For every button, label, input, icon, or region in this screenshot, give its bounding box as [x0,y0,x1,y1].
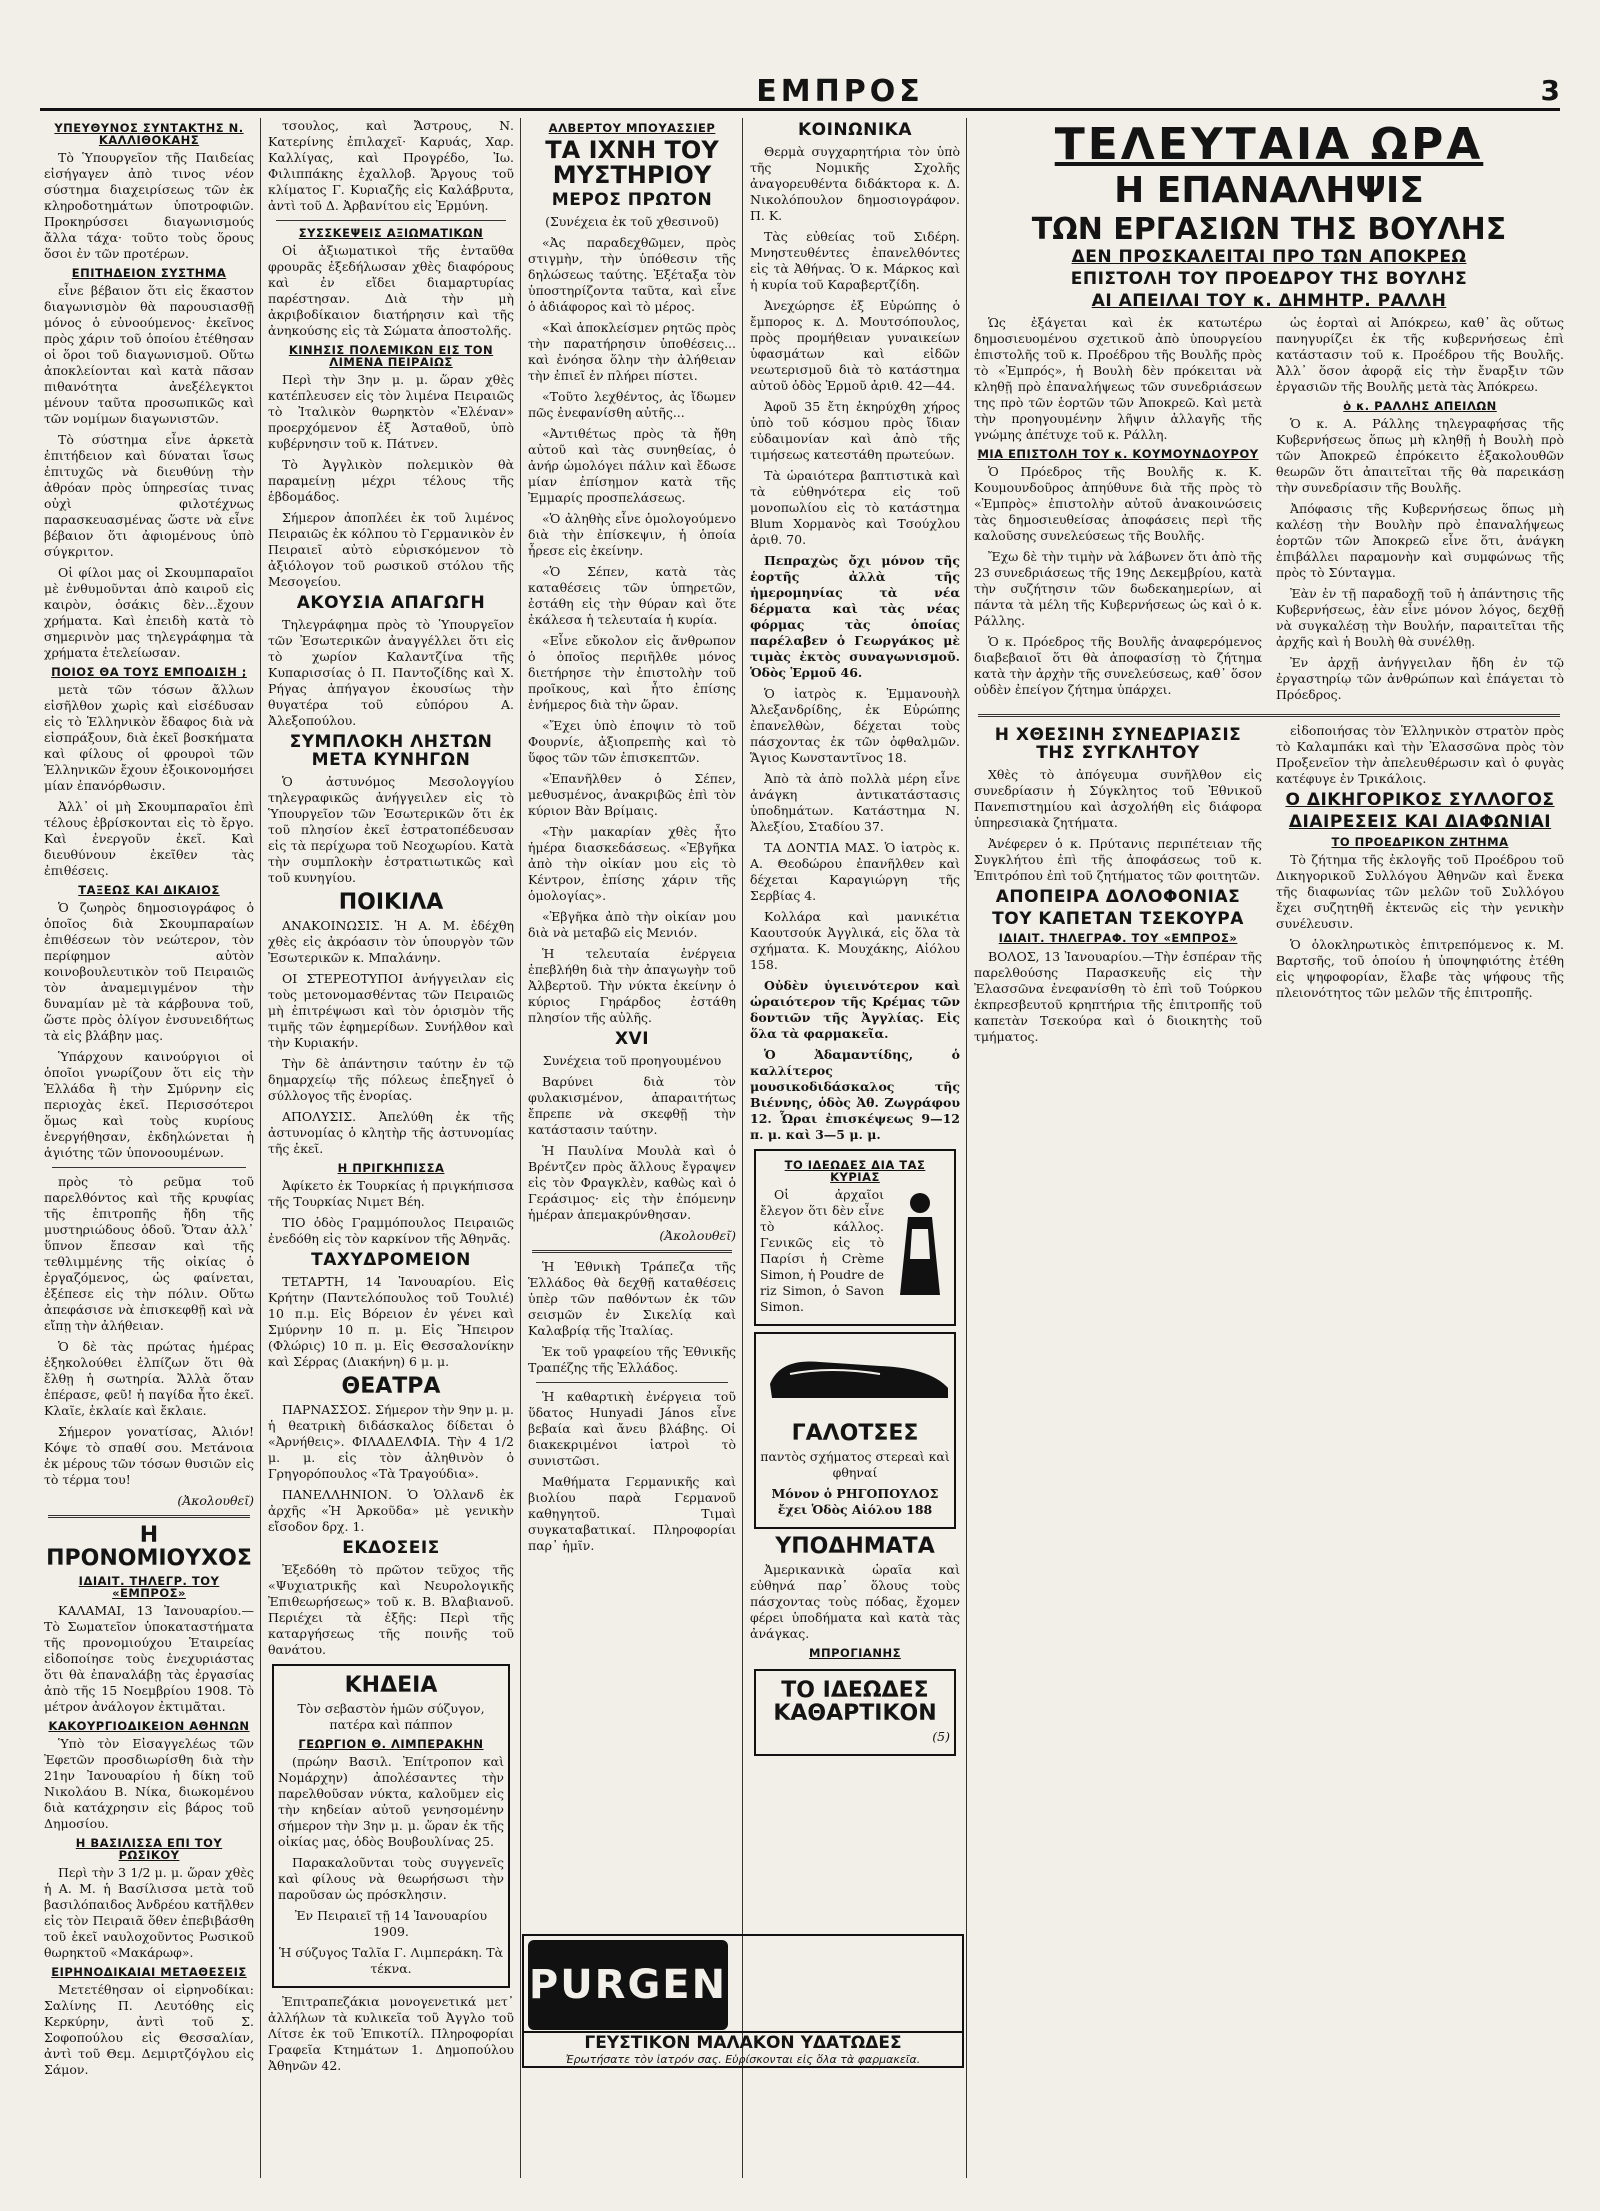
notice-text: Ἐκ τοῦ γραφείου τῆς Ἐθνικῆς Τραπέζης τῆς Ἑλλάδος. [528,1344,736,1376]
social-note: Οὐδὲν ὑγιεινότερον καὶ ὡραιότερον τῆς Κρέμας τῶν δοντιῶν τῆς Ἀγγλίας. Εἰς ὅλα τὰ φαρμακεῖα. [750,977,960,1041]
article-heading: ΤΟΥ ΚΑΠΕΤΑΝ ΤΣΕΚΟΥΡΑ [992,908,1244,929]
social-note: Ἀνεχώρησε ἐξ Εὐρώπης ὁ ἔμπορος κ. Δ. Μουτσόπουλος, πρὸς προμήθειαν γυναικείων ὑφασμάτων καὶ εἰδῶν νεωτερισμοῦ διὰ τὸ κατάστημα αὐτοῦ ὁδὸς Ἑρμοῦ ἀριθ. 42—44. [750,297,960,393]
ad-heading: ΓΑΛΟΤΣΕΣ [791,1420,919,1446]
article-text: Βαρύνει διὰ τὸν φυλακισμένον, ἀπαραιτήτως ἔπρεπε νὰ σκεφθῇ τὴν κατάστασιν ταύτην. [528,1074,736,1138]
obituary-place: Ἐν Πειραιεῖ τῇ 14 Ἰανουαρίου 1909. [294,1907,488,1939]
ad-text: Ἡ καθαρτικὴ ἐνέργεια τοῦ ὕδατος Hunyadi János εἶνε βεβαία καὶ ἄνευ βλάβης. Οἱ διακεκριμένοι ἰατροὶ τὸ συνιστῶσι. [528,1389,736,1469]
divider [536,1382,728,1383]
article-text: μετὰ τῶν τόσων ἄλλων εἰσῆλθον χωρὶς καὶ εἰσέδυσαν εἰς τὸ Ἑλληνικὸν ἔδαφος διὰ νὰ εἰσπράξουν, διὰ ἐκεῖ βοσκήματα καὶ φίλους οἱ φρουροὶ τῶν Ἑλληνικῶν ἔχουν ἐξοικονομήσει μίαν ἐπανόρθωσιν. [44,682,254,794]
article-text: Ὁ ἀστυνόμος Μεσολογγίου τηλεγραφικῶς ἀνήγγειλεν εἰς τὸ Ὑπουργεῖον τῶν Ἐσωτερικῶν ὅτι ἐκ τοῦ πλησίον ἐκεῖ ἐστρατοπέδευσαν εἰς τὰ περίχωρα τοῦ Νεοχωρίου. Κατὰ τὴν συμπλοκὴν ἐστρατιωτικῶς καὶ τοῦ κυνηγίου. [268,773,514,885]
article-text: ΒΟΛΟΣ, 13 Ἰανουαρίου.—Τὴν ἑσπέραν τῆς παρελθούσης Παρασκευῆς εἰς τὴν Ἐλασσῶνα ἐνεφανίσθη τὸ ἐπὶ τοῦ Τούρκου ἐκπρεσβευτοῦ κρηπτήρια τῆς ἐπιτροπῆς τοῦ καπετὰν Τσεκούρα καὶ ὁ διοικητὴς τοῦ τμήματος. [974,948,1262,1044]
social-note: Ἀφοῦ 35 ἔτη ἐκηρύχθη χήρος ὑπὸ τοῦ κόσμου πρὸς ἴδιαν εὐδαιμονίαν καὶ ἀπὸ τῆς τιμήσεως κατεστάθη πρωτεύων. [750,398,960,462]
column-5 [974,118,1564,2168]
article-text: ΚΑΛΑΜΑΙ, 13 Ἰανουαρίου.—Τὸ Σωματεῖον ὑποκαταστήματα τῆς προνομιούχου Ἑταιρείας εἰδοποίησε τοὺς ἐνεχυριάστας ὅτι θὰ ἐπαναλάβῃ τὰς ἐργασίας ἀπὸ τῆς 15 Νοεμβρίου 1908. Τὸ μέτρον ἀνάλογον ἐκτιμᾶται. [44,1602,254,1714]
lower-col-right [1276,723,1564,1049]
headline-main: Η ΕΠΑΝΑΛΗΨΙΣ [1114,170,1424,212]
article-text: Ὑπάρχουν καινούργιοι οἱ ὁποῖοι γνωρίζουν ὅτι εἰς τὴν Ἑλλάδα ἢ τὴν Σμύρνην εἰς περιοχὰς ἐκεῖ. Περισσότεροι ὅμως καὶ τοὺς κυρίους ἐνεργήθησαν, ἐκδηλώνεται ἡ ἁγιότης τῶν ὑπονοουμένων. [44,1049,254,1161]
article-text: Ἀλλ᾽ οἱ μὴ Σκουμπαραῖοι ἐπὶ τέλους ἐβρίσκονται εἰς τὸ ἔργο. Καὶ ἐνεργοῦν ἐκεῖ. Καὶ διευθύνουν ἐκεῖθεν τὰς ἐπιθέσεις. [44,799,254,879]
article-text: ΑΠΟΛΥΣΙΣ. Ἀπελύθη ἐκ τῆς ἀστυνομίας ὁ κλητὴρ τῆς ἀστυνομίας τῆς ἐκεῖ. [268,1108,514,1156]
ad-heading: ΤΟ ΙΔΕΩΔΕΣ ΔΙΑ ΤΑΣ ΚΥΡΙΑΣ [784,1157,926,1184]
social-note: Τὰς εὐθείας τοῦ Σιδέρη. Μνηστευθέντες ἐπανελθόντες εἰς τὰ Ἀθήνας. Ὁ κ. Μάρκος καὶ ἡ κυρία τοῦ Καραβερτζίδη. [750,228,960,292]
article-text: «Ἀς παραδεχθῶμεν, πρὸς στιγμὴν, τὴν ὑπόθεσιν τῆς δηλώσεως ταύτης. Ἐξέταξα τὸν ὑποστηρίζοντα ταῦτα, καὶ εἶνε ὁ ἀδιάφορος καὶ τὸ μέρος. [528,235,736,315]
notice-text: Ἡ Ἐθνικὴ Τράπεζα τῆς Ἑλλάδος θὰ δεχθῇ καταθέσεις ὑπὲρ τῶν παθόντων ἐκ τῶν σεισμῶν ἐν Σικελίᾳ καὶ Καλαβρίᾳ τῆς Ἰταλίας. [528,1259,736,1339]
article-text: «Εἶνε εὔκολον εἰς ἄνθρωπον ὁ ὁποῖος περιῆλθε μόνος διετήρησε τὴν ἐπιστολὴν τοῦ προῖκους, καὶ ἦτο ἐπίσης ἐνήμερος διὰ τὴν ὥραν. [528,633,736,713]
article-text: Ἡ τελευταία ἐνέργεια ἐπεβλήθη διὰ τὴν ἀπαγωγὴν τοῦ Ἀλβερτοῦ. Τὴν νύκτα ἐκείνην ὁ κύριος Γηράρδος ἐστάθη πλησίον τῆς αὐλῆς. [528,946,736,1026]
article-text: «Ἐβγῆκα ἀπὸ τὴν οἰκίαν μου διὰ νὰ μεταβῶ εἰς Μενιόν. [528,909,736,941]
article-text: ΠΑΡΝΑΣΣΟΣ. Σήμερον τὴν 9ην μ. μ. ἡ θεατρικὴ διδάσκαλος δίδεται ὁ «Ἀρνήθεις». ΦΙΛΑΔΕΛΦΙΑ. Τὴν 4 1/2 μ. μ. εἰς τὸν ἀληθινὸν ὁ Γρηγορόπουλος «Τὰ Τραγούδια». [268,1401,514,1481]
article-subheading: ΙΔΙΑΙΤ. ΤΗΛΕΓΡ. ΤΟΥ «ΕΜΠΡΟΣ» [78,1573,220,1600]
article-text: Ὡς ἐξάγεται καὶ ἐκ κατωτέρω δημοσιευομένου σχετικοῦ ἀπὸ ὑπουργείου ἐπιστολῆς τοῦ κ. Προέδρου τῆς Βουλῆς πρὸς τὸ «Ἐμπρός», ἡ Βουλὴ δὲν πρόκειται νὰ κληθῇ πρὸ ἐπαναλήψεως τῶν συνεδριάσεων της πρὸ τῶν ἑορτῶν τῶν Ἀποκρεῶ. Καὶ μετὰ τὴν προηγουμένην λῆψιν ἀλλαγῆς τῆς γνώμης ἀπέτυχε τοῦ κ. Ράλλη. [974,315,1262,443]
headline-last-hour: ΤΕΛΕΥΤΑΙΑ ΩΡΑ [1054,119,1484,170]
article-text: Ὁ ὁλοκληρωτικὸς ἐπιτρεπόμενος κ. Μ. Βαρτσῆς, τοῦ ὁποίου ἡ ὑποψηφιότης ἐτέθη εἰς ψηφοφορίαν, ἔλαβε τὰς ψήφους τῆς πλειονότητος τῶν μελῶν τῆς ἐπιτροπῆς. [1276,936,1564,1000]
obituary-text: Τὸν σεβαστὸν ἡμῶν σύζυγον, πατέρα καὶ πάππον [297,1700,485,1732]
article-text: «Τὴν μακαρίαν χθὲς ἦτο ἡμέρα διασκεδάσεως. «Ἐβγῆκα ἀπὸ τὴν οἰκίαν μου εἰς τὸ Κέντρον, ἐπίσης χάριν τῆς ὁμολογίας». [528,824,736,904]
social-note: Τὰ ὡραιότερα βαπτιστικὰ καὶ τὰ εὐθηνότερα εἰς τοῦ μονοπωλίου εἰς τὸ κατάστημα Blum Χορμανὸς καὶ Τσούχλου ἀριθ. 70. [750,467,960,547]
article-text: Τὴν δὲ ἀπάντησιν ταύτην ἐν τῷ δημαρχείῳ τῆς πόλεως ἐπεξηγεῖ ὁ σύλλογος τῆς ἐνορίας. [268,1055,514,1103]
article-text: Τὸ Ὑπουργεῖον τῆς Παιδείας εἰσήγαγεν ἀπὸ τινος νέον σύστημα διαχειρίσεως τῶν ἐκ κληροδοτημάτων ὑποτροφιῶν. Προκηρύσσει διαγωνισμούς ἄλλα τάχα· τοῦτο τοὺς ὅρους ὅσοι ἐν τῶν προτέρων. [44,150,254,262]
laxative-ad [754,1669,956,1756]
article-heading: ΤΑΧΥΔΡΟΜΕΙΟΝ [311,1249,471,1270]
obituary-text: (πρώην Βασιλ. Ἐπίτροπον καὶ Νομάρχην) ἀπολέσαντες τὴν παρελθοῦσαν νύκτα, καλοῦμεν εἰς τὴν κηδείαν αὐτοῦ γενησομένην σήμερον τὴν 3ην μ. μ. ὥραν ἐκ τῆς οἰκίας μας, ὁδὸς Βουβουλίνας 25. [278,1753,504,1849]
article-text: «Ὁ ἀληθὴς εἶνε ὁμολογούμενο διὰ τὴν ἐπίσκεψιν, ἡ ὁποία ἦρεσε εἰς ἐκείνην. [528,511,736,559]
page-number: 3 [1540,74,1560,107]
article-heading: Η ΠΡΙΓΚΗΠΙΣΣΑ [337,1160,445,1175]
ad-text: Οἱ ἀρχαῖοι ἔλεγον ὅτι δὲν εἶνε τὸ κάλλος. Γενικῶς εἰς τὸ Παρίσι ἡ Crème Simon, ἡ Poudre de riz Simon, ὁ Savon Simon. [760,1186,884,1314]
article-text: Ἐὰν ἐν τῇ παραδοχῇ τοῦ ἡ ἀπάντησις τῆς Κυβερνήσεως, ἐὰν εἶνε μόνον λόγος, δεχθῇ νὰ συγκαλέσῃ τὴν Βουλήν, παραιτεῖται τῆς ἀρχῆς καὶ ἡ Βουλὴ θὰ συνέλθῃ. [1276,586,1564,650]
column-4 [750,118,960,1928]
divider [978,714,1560,717]
article-text: ΟΙ ΣΤΕΡΕΟΤΥΠΟΙ ἀνήγγειλαν εἰς τοὺς μετονομασθέντας τῶν Πειραιῶς μὴ ἐπιτρέψωσι καὶ τὸν ὁρισμὸν τῆς τιμῆς τῶν ἐφημερίδων. Συνήλθον καὶ τὴν Κυριακήν. [268,970,514,1050]
serial-continuation: (Συνέχεια ἐκ τοῦ χθεσινοῦ) [545,214,719,230]
column-rule [966,118,967,2178]
serial-title: ΤΑ ΙΧΝΗ ΤΟΥ ΜΥΣΤΗΡΙΟΥ [545,136,719,190]
article-text: Σήμερον ἀποπλέει ἐκ τοῦ λιμένος Πειραιῶς ἐκ κόλπου τὸ Γερμανικὸν ἐν Πειραιεῖ αὐτὸ εὑρισκόμενον τὸ ἀξιόλογον τοῦ ρωσικοῦ στόλου τῆς Μεσογείου. [268,510,514,590]
article-text: Ἐν ἀρχῇ ἀνήγγειλαν ἤδη ἐν τῷ ἐργαστηρίῳ τῶν ἀνθρώπων καὶ ἐπάγεται τὸ Πρόεδρος. [1276,655,1564,703]
article-text: Ἐξεδόθη τὸ πρῶτον τεῦχος τῆς «Ψυχιατρικῆς καὶ Νευρολογικῆς Ἐπιθεωρήσεως» τοῦ κ. Β. Βλαβιανοῦ. Περιέχει τὰ ἐξῆς: Περὶ τῆς καταργήσεως τῆς ποινῆς τοῦ θανάτου. [268,1561,514,1657]
article-text: Περὶ τὴν 3ην μ. μ. ὥραν χθὲς κατέπλευσεν εἰς τὸν λιμένα Πειραιῶς τὸ Ἰταλικὸν θωρηκτὸν «Ἐλέναν» προερχόμενον ἐξ Ἀσταθοῦ, ὑπὸ κυβέρνησιν τοῦ κ. Πάτνεν. [268,372,514,452]
article-text: Σήμερον γονατίσας, Ἀλιόν! Κόψε τὸ σπαθί σου. Μετάνοια ἐκ μέρους τῶν τόσων θυσιῶν εἰς τὸ τέρμα του! [44,1424,254,1488]
article-text: «Ὁ Σέπεν, κατὰ τὰς καταθέσεις τῶν ὑπηρετῶν, ἐστάθη εἰς τὴν θύραν καὶ ὅτε ἐκάλεσα ἡ τελευταία ἡ κυρία. [528,564,736,628]
article-text: πρὸς τὸ ρεῦμα τοῦ παρελθόντος καὶ τῆς κρυφίας τῆς ἐπιτροπῆς ἤδη τῆς μυστηριώδους ὁδοῦ. Ὅταν ἀλλ᾽ ὕπνον ἔπεσαν καὶ τῆς τεθλιμμένης τῆς οἰκίας ὁ ἐργαζόμενος, ὡς φαίνεται, ἐξέπεσε εἰς τὴν πόλιν. Οὕτω ἀπεφάσισε νὰ ἐπισκεφθῇ καὶ νὰ εἴπῃ τὴν ἀλήθειαν. [44,1174,254,1334]
obituary-family: Ἡ σύζυγος Ταλῖα Γ. Λιμπεράκη. Τὰ τέκνα. [278,1944,504,1976]
article-heading: ΑΠΟΠΕΙΡΑ ΔΟΛΟΦΟΝΙΑΣ [995,886,1241,907]
article-text: ΑΝΑΚΟΙΝΩΣΙΣ. Ἡ Α. Μ. ἐδέχθη χθὲς εἰς ἀκρόασιν τὸν ὑπουργὸν τῶν Ἐσωτερικῶν κ. Μπαλάνην. [268,917,514,965]
lower-articles [974,723,1564,1049]
article-subheading: ΤΟ ΠΡΟΕΔΡΙΚΟΝ ΖΗΤΗΜΑ [1331,834,1509,849]
article-text: Οἱ φίλοι μας οἱ Σκουμπαραῖοι μὲ ἐνθυμοῦνται ἀπὸ καιροῦ εἰς καιρὸν, ὁσάκις δὲν...ἔχουν χρήματα. Καὶ ἐπειδὴ κατὰ τὸ σημερινὸν μας τηλεγράφημα τὰ χρήματα ἐτελείωσαν. [44,565,254,661]
ad-signature: ΜΠΡΟΓΙΑΝΗΣ [809,1646,901,1661]
article-text: Ὁ Πρόεδρος τῆς Βουλῆς κ. Κ. Κουμουνδοῦρος ἀπηύθυνε διὰ τῆς πρὸς τὸ «Ἐμπρὸς» ἐπιστολὴν αὐτοῦ ἀνακοινώσεις τὰς δημοσιευθείσας ἀποφάσεις περὶ τῆς καλοῦσης συνελεύσεως τῆς Βουλῆς. [974,464,1262,544]
social-note: ΤΑ ΔΟΝΤΙΑ ΜΑΣ. Ὁ ἰατρὸς κ. Α. Θεοδώρου ἐπανῆλθεν καὶ δέχεται Καραγιώργη τῆς Σερβίας 4. [750,839,960,903]
social-note: Πεπραχὼς ὄχι μόνον τῆς ἑορτῆς ἀλλὰ τῆς ἡμερομηνίας τὰ νέα δέρματα καὶ τὰς νέας φόρμας τὰς ὁποίας παρέλαβεν ὁ Γεωργάκος μὲ τιμὰς ἐκτὸς συναγωνισμοῦ. Ὁδὸς Ἑρμοῦ 46. [750,552,960,680]
column-3 [528,118,736,1928]
article-text: Ἔχω δὲ τὴν τιμὴν νὰ λάβωνεν ὅτι ἀπὸ τῆς 23 συνεδριάσεως τῆς 19ης Δεκεμβρίου, κατὰ τὴν συζήτησιν τῶν δωδεκαημερίων, αἱ πάντα τὰ μέλη τῆς Κυβερνήσεως ὡς καὶ ὁ κ. Ράλλης. [974,549,1262,629]
ad-text: Ἀμερικανικὰ ὡραῖα καὶ εὐθηνά παρ᾽ ὅλους τοὺς πάσχοντας τοὺς πόδας, ἔχομεν φέρει ὑποδήματα καὶ κατὰ τὰς ἀνάγκας. [750,1562,960,1642]
social-note: Ὁ Ἀδαμαντίδης, ὁ καλλίτερος μουσικοδιδάσκαλος τῆς Βιέννης, ὁδὸς Ἀθ. Ζωγράφου 12. Ὧραι ἐπισκέψεως 9—12 π. μ. καὶ 3—5 μ. μ. [750,1046,960,1142]
social-note: Ἀπὸ τὰ ἀπὸ πολλὰ μέρη εἶνε ἀνάγκη ἀντικατάστασις ὑποδημάτων. Κατάστημα Ν. Ἀλεξίου, Σταδίου 37. [750,770,960,834]
ad-heading: ΤΟ ΙΔΕΩΔΕΣ ΚΑΘΑΡΤΙΚΟΝ [773,1678,937,1727]
article-heading: ΠΟΙΚΙΛΑ [338,889,444,915]
article-text: Ἀπόφασις τῆς Κυβερνήσεως ὅπως μὴ καλέσῃ τὴν Βουλὴν πρὸ ἐπαναλήψεως ἑορτῶν τῶν Ἀποκρεῶ εἶνε ὅτι, ἀνάγκη ἐπιβάλλει παραμονὴν καὶ συμφώνως τῆς πρὸς τὸ Σύνταγμα. [1276,501,1564,581]
headline-letter: ΕΠΙΣΤΟΛΗ ΤΟΥ ΠΡΟΕΔΡΟΥ ΤΗΣ ΒΟΥΛΗΣ [1070,269,1468,290]
ad-text: Μόνον ὁ ΡΗΓΟΠΟΥΛΟΣ ἔχει Ὁδὸς Αἰόλου 188 [771,1486,939,1518]
shoe-icon [760,1344,960,1408]
article-text: Τὸ Ἀγγλικὸν πολεμικὸν θὰ παραμείνῃ μέχρι τέλους τῆς ἑβδομάδος. [268,457,514,505]
ad-number: (5) [932,1729,950,1745]
headline-sub: ΤΩΝ ΕΡΓΑΣΙΩΝ ΤΗΣ ΒΟΥΛΗΣ [1031,211,1507,247]
article-heading: ΤΑΞΕΩΣ ΚΑΙ ΔΙΚΑΙΟΣ [78,883,220,898]
column-rule [742,118,743,2178]
column-2 [268,118,514,2168]
article-text: Οἱ ἀξιωματικοὶ τῆς ἐνταῦθα φρουρᾶς ἐξεδήλωσαν χθὲς διαφόρους καὶ ἐν εἴδει διαμαρτυρίας παρέστησαν. Διὰ τὴν μὴ ἀκριβοδίκαιον διατήρησιν καὶ τῆς ἀνηκούσης εἰς τὰ Σώματα ἀποστολῆς. [268,243,514,339]
headline-detail: ΔΕΝ ΠΡΟΣΚΑΛΕΙΤΑΙ ΠΡΟ ΤΩΝ ΑΠΟΚΡΕΩ [1071,247,1467,268]
chapter-number: XVI [614,1029,650,1050]
article-text: Ὁ κ. Πρόεδρος τῆς Βουλῆς ἀναφερόμενος διαβεβαιοῖ ὅτι θὰ ἀποφασίσῃ τὸ ζήτημα κατὰ τὴν ἀρχὴν τῆς συνελεύσεως, καθ᾽ ὅσον οὐδὲν ἐπείγον ζήτημα ὑπάρχει. [974,634,1262,698]
deceased-name: ΓΕΩΡΓΙΟΝ Θ. ΛΙΜΠΕΡΑΚΗΝ [298,1736,484,1751]
article-heading: Η ΒΑΣΙΛΙΣΣΑ ΕΠΙ ΤΟΥ ΡΩΣΙΚΟΥ [75,1835,223,1862]
masthead [40,74,1560,111]
obituary-heading: ΚΗΔΕΙΑ [344,1672,438,1698]
article-heading: ΘΕΑΤΡΑ [341,1373,441,1399]
article-text: εἶνε βέβαιον ὅτι εἰς ἕκαστον διαγωνισμὸν θὰ παρουσιασθῇ μόνος ὁ εὐνοούμενος· ἐκεῖνος πρὸς χάριν τοῦ ὁποίου ἐτέθησαν οἱ ὅροι τοῦ διαγωνισμοῦ. Οὕτω ἀποκλείονται καὶ κατὰ πᾶσαν πιθανότητα ἀνεξέλεγκτοι μένουν ταῦτα προσωπικῶς καὶ τῶν νομίμων διαγωνιστῶν. [44,283,254,427]
galoshes-ad [754,1332,956,1529]
divider [532,1250,732,1253]
article-heading: ΕΠΙΤΗΔΕΙΟΝ ΣΥΣΤΗΜΑ [71,266,227,281]
lead-article [974,315,1564,708]
purgen-logo: PURGEN [528,1940,728,2030]
article-text: Ὑπὸ τὸν Εἰσαγγελέως τῶν Ἐφετῶν προσδιωρίσθη διὰ τὴν 21ην Ἰανουαρίου ἡ δίκη τοῦ Νικολάου Β. Νίκα, διωκομένου διὰ κατάχρησιν εἰς βάρος τοῦ Δημοσίου. [44,1735,254,1831]
article-text: ΠΑΝΕΛΛΗΝΙΟΝ. Ὁ Ὁλλανδ ἐκ ἀρχῆς «Ἡ Ἀρκοῦδα» μὲ γενικὴν εἴσοδον δρχ. 1. [268,1486,514,1534]
article-heading: ΕΙΡΗΝΟΔΙΚΑΙΑΙ ΜΕΤΑΘΕΣΕΙΣ [51,1964,247,1979]
obituary-notice [272,1664,510,1988]
article-text: «Ἀντιθέτως πρὸς τὰ ἤθη αὐτοῦ καὶ τὰς συνηθείας, ὁ ἀνήρ ὡμολόγει πάλιν καὶ ἔδωσε μίαν ἐπίσημον κατὰ τῆς Ἐμμαρίς προσπελάσεως. [528,426,736,506]
article-heading: ΣΥΜΠΛΟΚΗ ΛΗΣΤΩΝ ΜΕΤΑ ΚΥΝΗΓΩΝ [289,732,493,770]
divider [48,1515,250,1518]
serial-author: ΑΛΒΕΡΤΟΥ ΜΠΟΥΑΣΣΙΕΡ [548,121,716,135]
purgen-slogan [524,2031,962,2066]
article-heading: ΜΙΑ ΕΠΙΣΤΟΛΗ ΤΟΥ κ. ΚΟΥΜΟΥΝΔΟΥΡΟΥ [977,447,1259,462]
section-heading: ΥΠΕΥΘΥΝΟΣ ΣΥΝΤΑΚΤΗΣ Ν. ΚΑΛΛΙΘΟΚΑΗΣ [54,121,244,148]
article-heading: Η ΧΘΕΣΙΝΗ ΣΥΝΕΔΡΙΑΣΙΣ ΤΗΣ ΣΥΓΚΛΗΤΟΥ [994,725,1242,763]
article-heading: ΚΑΚΟΥΡΓΙΟΔΙΚΕΙΟΝ ΑΘΗΝΩΝ [48,1718,250,1733]
article-heading: ΚΙΝΗΣΙΣ ΠΟΛΕΜΙΚΩΝ ΕΙΣ ΤΟΝ ΛΙΜΕΝΑ ΠΕΙΡΑΙΩΣ [288,343,494,370]
purgen-ad [522,1934,964,2068]
lower-col-left [974,723,1262,1049]
lady-figure-icon [890,1189,950,1299]
column-rule [520,118,521,2178]
divider [276,220,506,221]
lead-col-right [1276,315,1564,708]
article-text: «Ἔχει ὑπὸ ἐποψιν τὸ τοῦ Φουρνίε, ἀξιοπρεπὴς καὶ τὸ ὕφος τῶν τῶν ἐπισκεπτῶν. [528,718,736,766]
article-heading: ΣΥΣΣΚΕΨΕΙΣ ΑΞΙΩΜΑΤΙΚΩΝ [298,226,484,240]
column-rule [260,118,261,2178]
article-text: Μετετέθησαν οἱ εἰρηνοδίκαι: Σαλίνης Π. Λευτόθης εἰς Κερκύρην, ἀντὶ τοῦ Σ. Σοφοπούλου εἰς Θεσσαλίαν, ἀντὶ τοῦ Θεμ. Δεμιρτζόγλου εἰς Σάμον. [44,1981,254,2077]
cosmetics-ad [754,1149,956,1326]
article-subheading: ΙΔΙΑΙΤ. ΤΗΛΕΓΡΑΦ. ΤΟΥ «ΕΜΠΡΟΣ» [998,931,1238,946]
article-heading: ΕΚΔΟΣΕΙΣ [342,1537,440,1558]
divider [52,1167,246,1168]
article-text: «Τοῦτο λεχθέντος, ἀς ἴδωμεν πῶς ἐνεφανίσθη αὐτῆς... [528,389,736,421]
article-text: Ἡ Παυλίνα Μουλὰ καὶ ὁ Βρέντζεν πρὸς ἄλλους ἔγραψεν εἰς τὸν Φραγκλὲν, καθὼς καὶ ὁ Γεράσιμος· εἰς τὴν ἐπόμενην ἡμέραν ἀπεμακρύνθησαν. [528,1143,736,1223]
article-text: Ὁ ζωηρὸς δημοσιογράφος ὁ ὁποῖος διὰ Σκουμπαραίων ἐπιθέσεων τὸν νεώτερον, τὸν περίφημον αὐτὸν κοινοβουλευτικὸν τοῦ Πειραιῶς τὸν ἀναμεμιγμένον τὴν δυναμίαν μὲ τὰ κάρβουνα τοῦ, ὥστε πρὸς ὀλίγον ἐνσυνειδήτως τὰ εἰς βλάβην μας. [44,900,254,1044]
article-text: «Καὶ ἀποκλείσμεν ρητῶς πρὸς τὴν παρατήρησιν ὑποθέσεις... καὶ ἐνόησα ὅλην τὴν ἀλήθειαν τὴν ἐπιεῖ ἐν πλήρει πίστει. [528,320,736,384]
column-1 [44,118,254,2168]
article-text: Περὶ τὴν 3 1/2 μ. μ. ὥραν χθὲς ἡ Α. Μ. ἡ Βασίλισσα μετὰ τοῦ βασιλόπαιδος Ἀνδρέου κατῆλθεν εἰς τὸν Πειραιᾶ ὅθεν ἐπεβιβάσθη τοῦ ἐκεῖ ναυλοχοῦντος Ρωσικοῦ θωρηκτοῦ «Μακάρωφ». [44,1864,254,1960]
article-text: Τηλεγράφημα πρὸς τὸ Ὑπουργεῖον τῶν Ἐσωτερικῶν ἀναγγέλλει ὅτι εἰς τὸ χωρίον Καλαντζίνα τῆς Κυπαρισσίας ὁ Π. Παντοζίδης καὶ Χ. Ρήγας ἀπήγαγον ἐκουσίως τὴν θυγατέρα τοῦ εὐπόρου Α. Ἀλεξοπούλου. [268,617,514,729]
purgen-tagline: ΓΕΥΣΤΙΚΟΝ ΜΑΛΑΚΟΝ ΥΔΑΤΩΔΕΣ [584,2033,902,2053]
article-heading: ΠΟΙΟΣ ΘΑ ΤΟΥΣ ΕΜΠΟΔΙΣΗ ; [51,665,247,680]
article-heading: Ο ΔΙΚΗΓΟΡΙΚΟΣ ΣΥΛΛΟΓΟΣ [1285,790,1555,811]
chapter-subtitle: Συνέχεια τοῦ προηγουμένου [542,1053,722,1069]
purgen-note: Ἐρωτήσατε τὸν ἰατρόν σας. Εὑρίσκονται εἰς ὅλα τὰ φαρμακεῖα. [565,2053,921,2066]
article-heading: ΔΙΑΙΡΕΣΕΙΣ ΚΑΙ ΔΙΑΦΩΝΙΑΙ [1288,811,1552,832]
article-text: Τὸ σύστημα εἶνε ἀρκετὰ ἐπιτήδειον καὶ δύναται ἵσως ἐπιτυχῶς νὰ διευθύνῃ τὴν ἀθρόαν πρὸς ὑπηρεσίας τινας οὐχὶ φιλοτέχνως παρασκευασμένας ὥστε νὰ εἶνε βέβαιον ὅτι ἀφιομένους ὑπὸ σύγκριτον. [44,432,254,560]
article-text: ΤΙΟ ὁδὸς Γραμμόπουλος Πειραιῶς ἐνεδόθη εἰς τὸν καρκίνον τῆς Ἀθηνᾶς. [268,1214,514,1246]
article-heading: Η ΠΡΟΝΟΜΙΟΥΧΟΣ [46,1523,252,1572]
social-note: Ὁ ἰατρὸς κ. Ἐμμανουὴλ Ἀλεξανδρίδης, ἐκ Εὐρώπης ἐπανελθὼν, δέχεται τοὺς πάσχοντας ἐκ τῶν ὀφθαλμῶν. Ἅγιος Κωνσταντῖνος 18. [750,685,960,765]
article-text: «Ἐπανῆλθεν ὁ Σέπεν, μεθυσμένος, ἀνακριβῶς ἐπὶ τὸν κύριον Βὰν Βρίμαις. [528,771,736,819]
lead-col-left [974,315,1262,708]
article-text: Τὸ ζήτημα τῆς ἐκλογῆς τοῦ Προέδρου τοῦ Δικηγορικοῦ Συλλόγου Ἀθηνῶν καὶ ἔνεκα τῆς διαφωνίας τῶν μελῶν τοῦ Συλλόγου ἔχει συζητηθῆ ἐκτενῶς εἰς τὴν γενικὴν συνέλευσιν. [1276,851,1564,931]
article-heading: ΑΚΟΥΣΙΑ ΑΠΑΓΩΓΗ [296,593,486,614]
social-note: Θερμὰ συγχαρητήρια τὸν ὑπὸ τῆς Νομικῆς Σχολῆς ἀναγορευθέντα διδάκτορα κ. Δ. Νικολόπουλον δημοσιογράφον. Π. Κ. [750,143,960,223]
article-text: τσουλος, καὶ Ἄστρους, Ν. Κατερίνης ἐπιλαχεῖ· Καρυάς, Χαρ. Καλλίγας, καὶ Προγρέδο, Ἰω. Φιλιππάκης ἐχαλλοβ. Ἄργους τοῦ κλίματος Γ. Κυριαζῆς εἰς Καλάβρυτα, ἀντὶ τοῦ Δ. Ἀρβανίτου εἰς Ἐρμύνη. [268,118,514,213]
article-text: ΤΕΤΑΡΤΗ, 14 Ἰανουαρίου. Εἰς Κρήτην (Παντελόπουλος τοῦ Τουλιέ) 10 π.μ. Εἰς Βόρειον ἐν γένει καὶ Σμύρνην 10 π. μ. Εἰς Ἤπειρον (Φλώρις) 10 π. μ. Εἰς Θεσσαλονίκην καὶ Σέρρας (Διακήνη) 6 μ. μ. [268,1273,514,1369]
article-text: Ὁ δὲ τὰς πρώτας ἡμέρας ἐξηκολούθει ἐλπίζων ὅτι θὰ ἔλθῃ ἡ σωτηρία. Ἄλλὰ ὅταν ἐπέρασε, φεῦ! ἡ παγίδα ἦτο ἐκεῖ. Κλαῖε, ἐκλαίε καὶ ἔκλαιε. [44,1339,254,1419]
serial-part: ΜΕΡΟΣ ΠΡΩΤΟΝ [551,190,713,211]
headline-threats: ΑΙ ΑΠΕΙΛΑΙ ΤΟΥ κ. ΔΗΜΗΤΡ. ΡΑΛΛΗ [1091,291,1447,312]
continued-note: (Ἀκολουθεῖ) [659,1228,736,1244]
obituary-text: Παρακαλοῦνται τοὺς συγγενεῖς καὶ φίλους νὰ θεωρήσωσι τὴν παροῦσαν ὡς πρόσκλησιν. [278,1854,504,1902]
article-text: ὡς ἑορταὶ αἱ Ἀπόκρεω, καθ᾽ ἃς οὕτως πανηγυρίζει ἐκ τῆς κυβερνήσεως ἐπὶ κατάστασιν τοῦ κ. Προέδρου τῆς Βουλῆς. Ἀλλ᾽ ὅσον ἀφορᾷ εἰς τὴν ἔναρξιν τῶν ἐργασιῶν τῆς Βουλῆς μετὰ τὰς Ἀπόκρεω. [1276,315,1564,395]
article-heading: ὁ κ. ΡΑΛΛΗΣ ΑΠΕΙΛΩΝ [1343,399,1497,414]
article-text: Χθὲς τὸ ἀπόγευμα συνῆλθον εἰς συνεδρίασιν ἡ Σύγκλητος τοῦ Ἐθνικοῦ Πανεπιστημίου καὶ ἀσχολήθη εἰς διάφορα ὑπηρεσιακὰ ζητήματα. [974,766,1262,830]
social-note: Κολλάρα καὶ μανικέτια Καουτσούκ Ἀγγλικά, εἰς ὅλα τὰ σχήματα. Κ. Μουχάκης, Αἰόλου 158. [750,908,960,972]
article-text: Ἀφίκετο ἐκ Τουρκίας ἡ πριγκήπισσα τῆς Τουρκίας Νιμετ Βέη. [268,1177,514,1209]
classified-ad: Ἐπιτραπεζάκια μονογενετικά μετ᾽ ἀλλήλων τὰ κυλικεῖα τοῦ Ἀγγλο τοῦ Λίτσε ἐκ τοῦ Ἐπικοτίλ. Πληροφορίαι Γραφεῖα Κτημάτων 1. Δημοπούλου Ἀθηνῶν 42. [268,1993,514,2073]
article-text: Ἀνέφερεν ὁ κ. Πρύτανις περιπέτειαν τῆς Συγκλήτου ἐπὶ τῆς ἀποφάσεως τοῦ κ. Ἐπιτρόπου ἐπὶ τοῦ ζητήματος τῶν φοιτητῶν. [974,835,1262,883]
article-text: εἰδοποιήσας τὸν Ἑλληνικὸν στρατὸν πρὸς τὸ Καλαμπάκι καὶ τὴν Ἐλασσῶνα πρὸς τὸν Προξενεῖον τὴν ἀπελευθέρωσιν καὶ ὁ φυγὰς κατέφυγε ἐν Τρικάλοις. [1276,723,1564,787]
ad-heading: ΥΠΟΔΗΜΑΤΑ [775,1534,935,1560]
section-heading: ΚΟΙΝΩΝΙΚΑ [797,120,912,140]
ad-text: Μαθήματα Γερμανικῆς καὶ βιολίου παρὰ Γερμανοῦ καθηγητοῦ. Τιμαὶ συγκαταβατικαί. Πληροφορίαι παρ᾽ ἡμῖν. [528,1474,736,1554]
newspaper-name: ΕΜΠΡΟΣ [756,74,924,109]
ad-text: παντὸς σχήματος στερεαὶ καὶ φθηναί [760,1449,950,1481]
article-text: Ὁ κ. Α. Ράλλης τηλεγραφήσας τῆς Κυβερνήσεως ὅπως μὴ κληθῇ ἡ Βουλὴ πρὸ τῶν Ἀποκρεῶ ἐπρόκειτο ἐξακολουθῶν θεωρῶν ὅτι ἀπαιτεῖται τῆς θὰ παρεικάσῃ τὴν συνεδρίασιν τῆς Βουλῆς. [1276,416,1564,496]
continued-note: (Ἀκολουθεῖ) [177,1493,254,1509]
